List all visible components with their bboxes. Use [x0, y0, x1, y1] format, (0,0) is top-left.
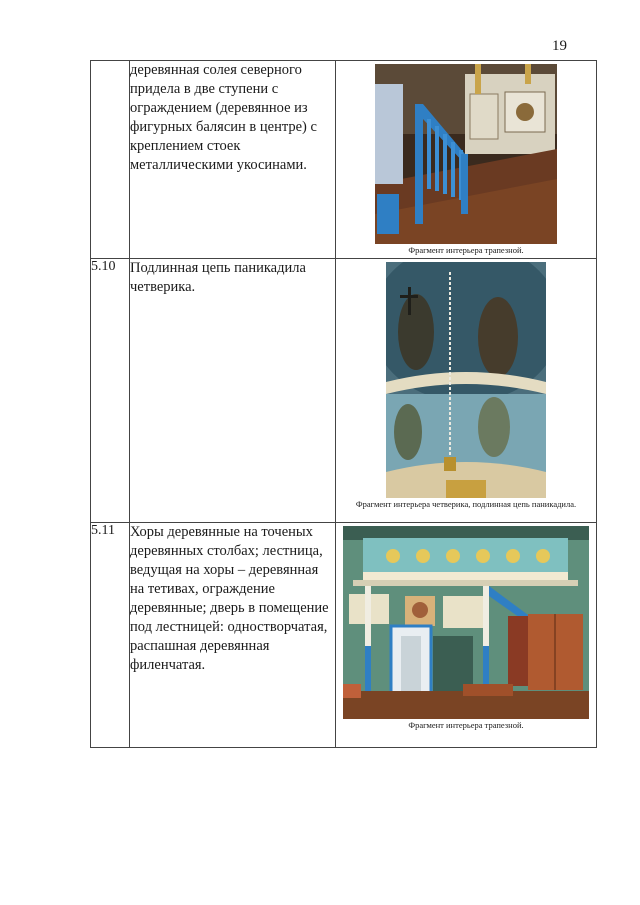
photo-cell: [336, 523, 597, 748]
photo-choir-loft: [343, 526, 589, 719]
row-number: 5.11: [91, 523, 130, 748]
table-row: [91, 61, 597, 259]
row-description: Подлинная цепь паникадила четверика.: [130, 259, 336, 523]
table-row: [91, 259, 597, 523]
description-table: [90, 60, 597, 748]
photo-chandelier-chain: [386, 262, 546, 498]
photo-caption: Фрагмент интерьера трапезной.: [408, 245, 524, 255]
page-number: 19: [552, 38, 567, 54]
row-description: Хоры деревянные на точеных деревянных столбах; лестница, ведущая на хоры – деревянная на тетивах, ограждение деревянные; дверь в помещение под лестницей: одностворчатая, распашная деревянная филенчатая.: [130, 523, 336, 748]
photo-solea: [375, 64, 557, 244]
row-number: [91, 61, 130, 259]
row-number: 5.10: [91, 259, 130, 523]
table-row: [91, 523, 597, 748]
row-description: деревянная солея северного придела в две ступени с ограждением (деревянное из фигурных балясин в центре) с креплением стоек металлическими укосинами.: [130, 61, 336, 259]
photo-caption: Фрагмент интерьера четверика, подлинная цепь паникадила.: [355, 499, 577, 509]
photo-cell: [336, 61, 597, 259]
photo-cell: [336, 259, 597, 523]
photo-caption: Фрагмент интерьера трапезной.: [408, 720, 524, 730]
